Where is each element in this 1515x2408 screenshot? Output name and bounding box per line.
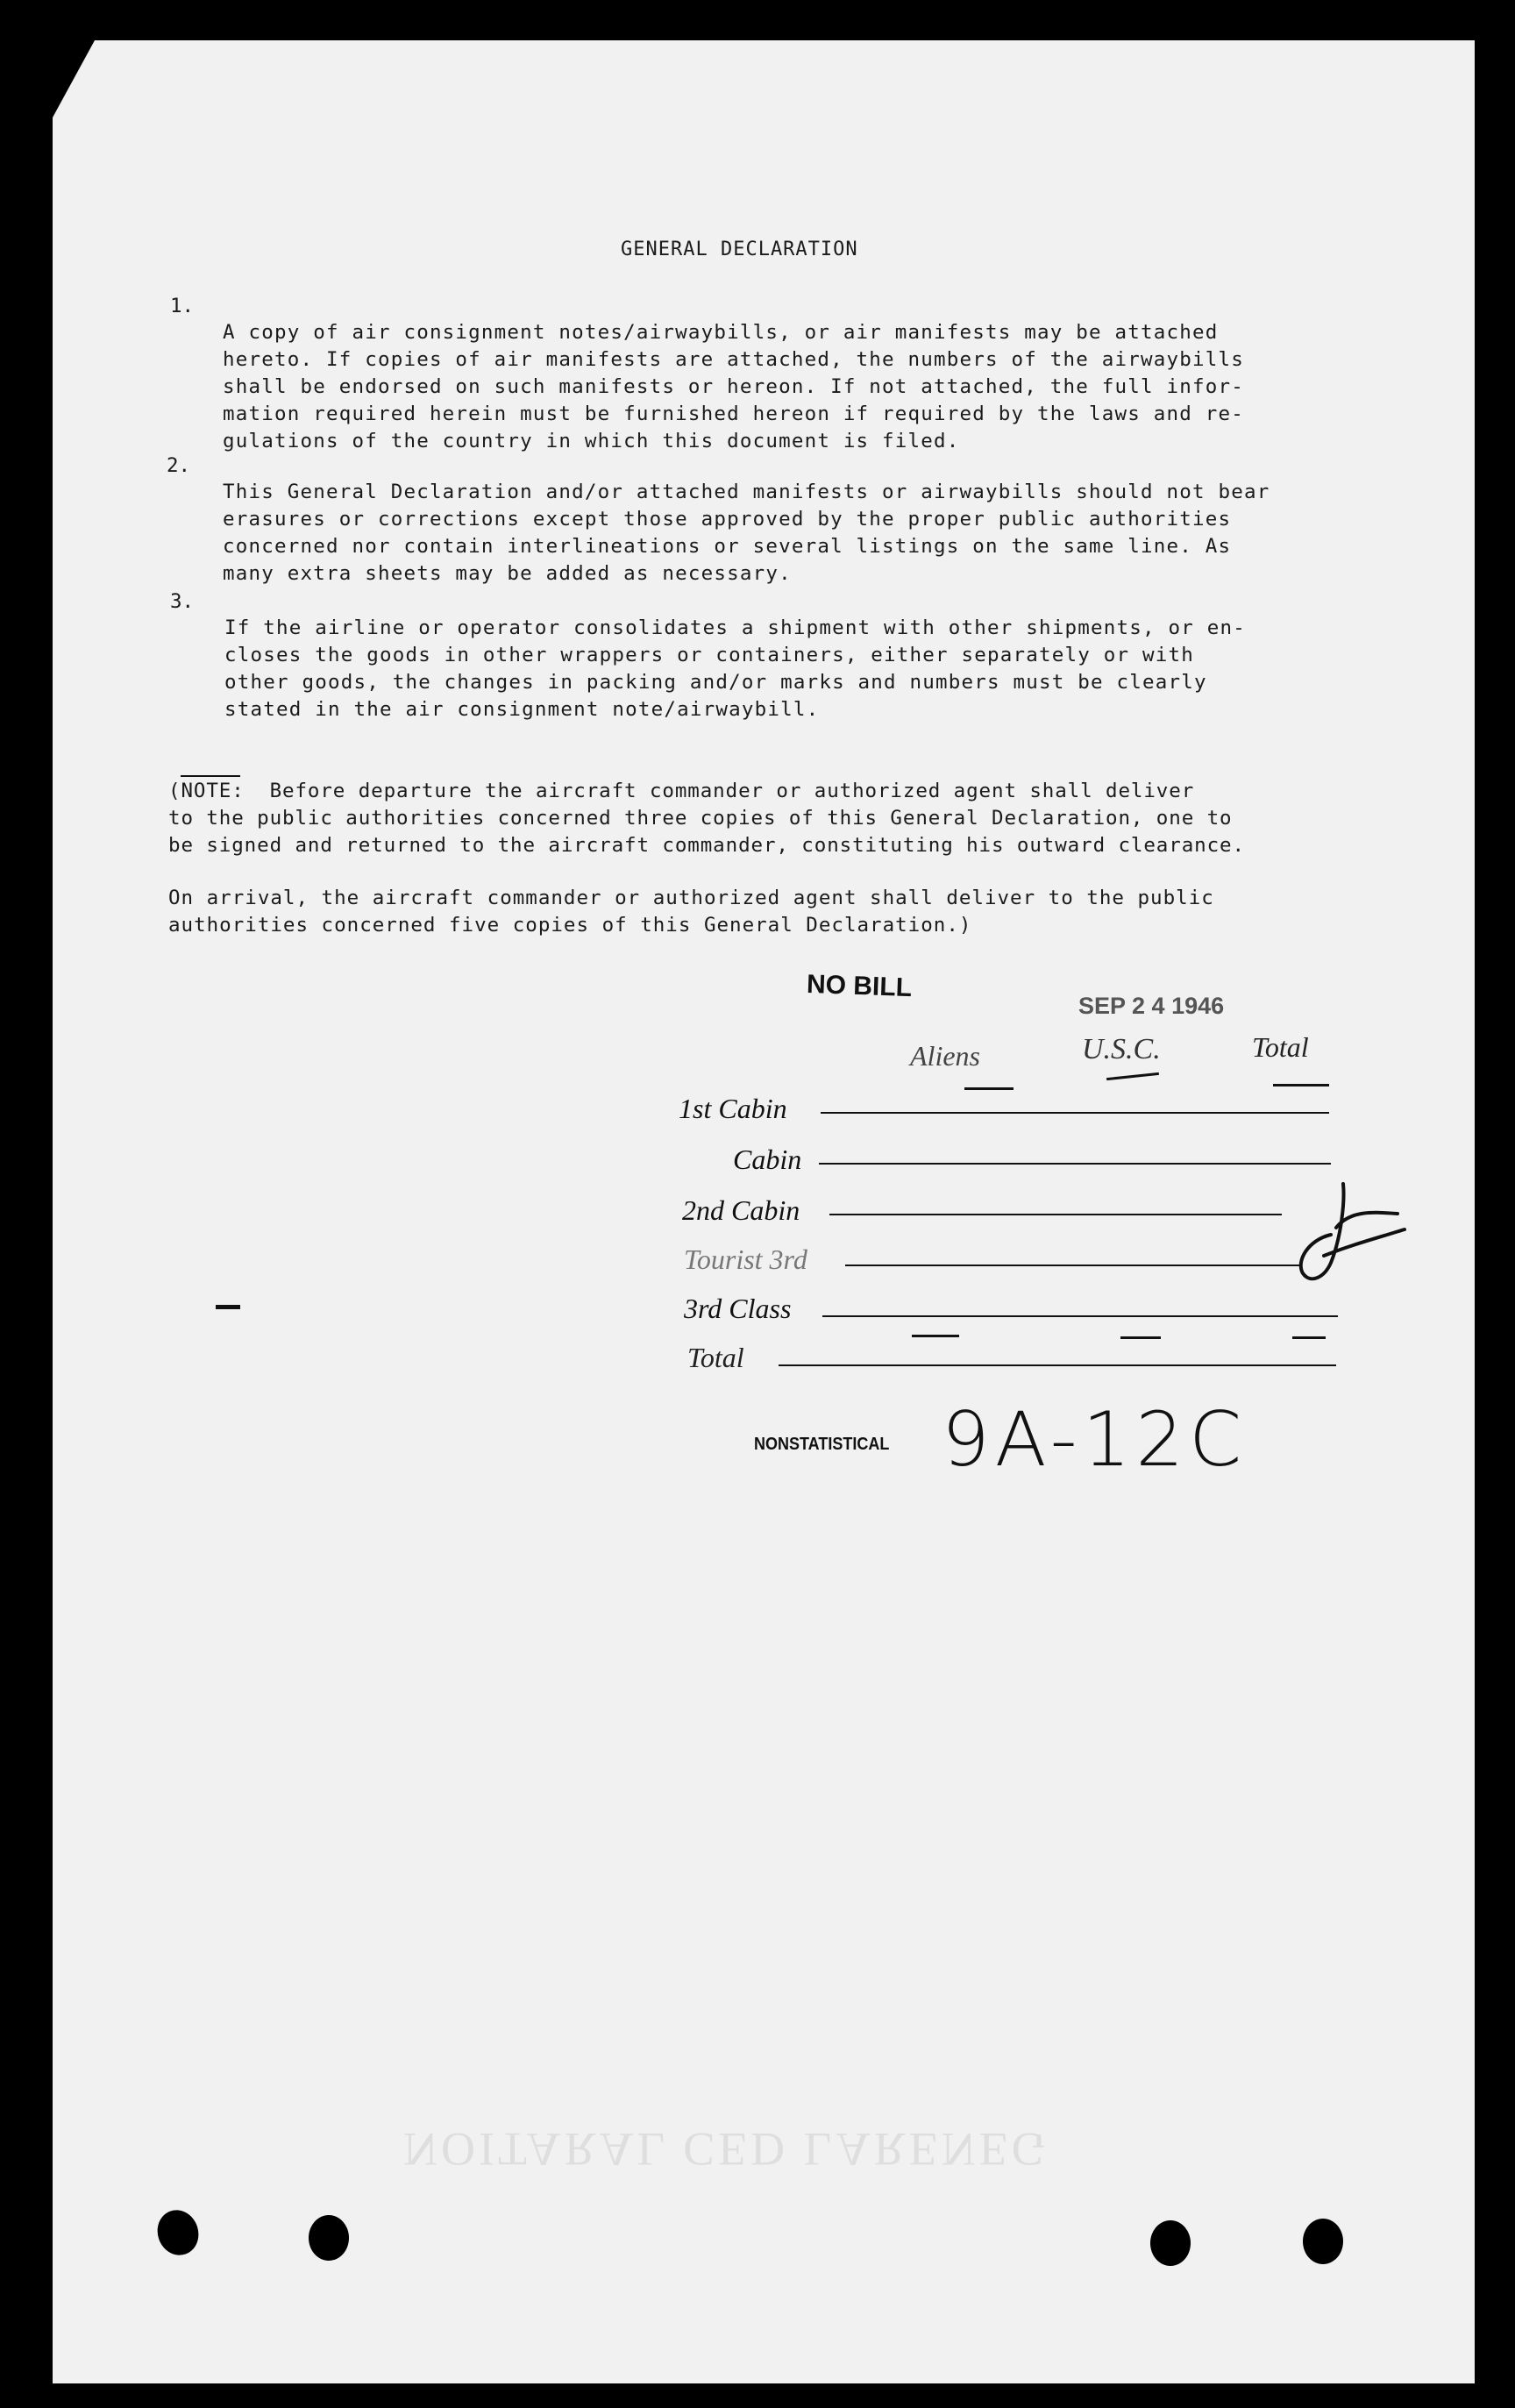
- margin-mark: [216, 1305, 240, 1309]
- total-mark: [912, 1335, 959, 1337]
- row-label-tourist-3rd: Tourist 3rd: [684, 1243, 807, 1275]
- paragraph-line: concerned nor contain interlineations or several listings on the same line. As: [223, 535, 1232, 558]
- column-mark: [964, 1087, 1014, 1090]
- paragraph-line: This General Declaration and/or attached manifests or airwaybills should not bear: [223, 481, 1270, 503]
- punch-hole: [1303, 2219, 1343, 2264]
- row-label-cabin: Cabin: [733, 1143, 802, 1175]
- handwritten-code: 9A-12C: [942, 1396, 1248, 1484]
- row-line: [822, 1315, 1338, 1317]
- nonstatistical-stamp: NONSTATISTICAL: [754, 1435, 890, 1454]
- paragraph-line: mation required herein must be furnished hereon if required by the laws and re-: [223, 403, 1244, 425]
- initials-signature: [1289, 1175, 1412, 1298]
- row-line: [845, 1265, 1301, 1266]
- paragraph-line: A copy of air consignment notes/airwaybills, or air manifests may be attached: [223, 321, 1219, 344]
- paragraph-line: gulations of the country in which this document is filed.: [223, 430, 960, 452]
- row-line: [829, 1214, 1282, 1215]
- row-line: [779, 1364, 1336, 1366]
- row-label-3rd-class: 3rd Class: [684, 1293, 792, 1324]
- row-label-2nd-cabin: 2nd Cabin: [682, 1194, 800, 1226]
- column-header-total: Total: [1252, 1031, 1309, 1063]
- arrival-paragraph: [168, 858, 1214, 966]
- paragraph-line: On arrival, the aircraft commander or authorized agent shall deliver to the public: [168, 887, 1214, 909]
- item-number: 3.: [170, 590, 195, 613]
- total-mark: [1120, 1336, 1161, 1339]
- column-header-aliens: Aliens: [910, 1040, 980, 1072]
- bleed-through-text: NOITARAL CED LARENEG: [403, 2123, 1049, 2176]
- paragraph-line: stated in the air consignment note/airwaybill.: [224, 698, 820, 721]
- paragraph-line: authorities concerned five copies of this General Declaration.): [168, 914, 972, 937]
- paragraph-line: If the airline or operator consolidates a shipment with other shipments, or en-: [224, 616, 1246, 639]
- row-line: [819, 1163, 1331, 1165]
- paragraph-line: other goods, the changes in packing and/or marks and numbers must be clearly: [224, 671, 1207, 694]
- item-paragraph: [224, 588, 1246, 751]
- paragraph-line: many extra sheets may be added as necessary.: [223, 562, 792, 585]
- row-label-1st-cabin: 1st Cabin: [679, 1093, 787, 1124]
- item-number: 1.: [170, 295, 195, 317]
- page-title: GENERAL DECLARATION: [621, 239, 858, 260]
- paragraph-line: erasures or corrections except those approved by the proper public authorities: [223, 508, 1232, 531]
- row-line: [821, 1112, 1329, 1114]
- paragraph-line: be signed and returned to the aircraft commander, constituting his outward clearance.: [168, 834, 1245, 857]
- paragraph-line: shall be endorsed on such manifests or hereon. If not attached, the full infor-: [223, 375, 1244, 398]
- paragraph-line: closes the goods in other wrappers or containers, either separately or with: [224, 644, 1194, 666]
- row-label-total: Total: [687, 1342, 744, 1373]
- paragraph-line: hereto. If copies of air manifests are attached, the numbers of the airwaybills: [223, 348, 1244, 371]
- column-header-usc: U.S.C.: [1082, 1033, 1161, 1065]
- column-mark: [1273, 1084, 1329, 1086]
- punch-hole: [309, 2215, 349, 2261]
- total-mark: [1292, 1336, 1326, 1339]
- punch-hole: [1150, 2220, 1191, 2266]
- note-underline: [181, 775, 240, 777]
- paragraph-line: to the public authorities concerned three copies of this General Declaration, one to: [168, 807, 1233, 830]
- no-bill-stamp: NO BILL: [806, 969, 913, 1003]
- paragraph-line: (NOTE: Before departure the aircraft commander or authorized agent shall deliver: [168, 780, 1195, 802]
- date-stamp: SEP 2 4 1946: [1078, 993, 1225, 1019]
- item-number: 2.: [167, 454, 191, 477]
